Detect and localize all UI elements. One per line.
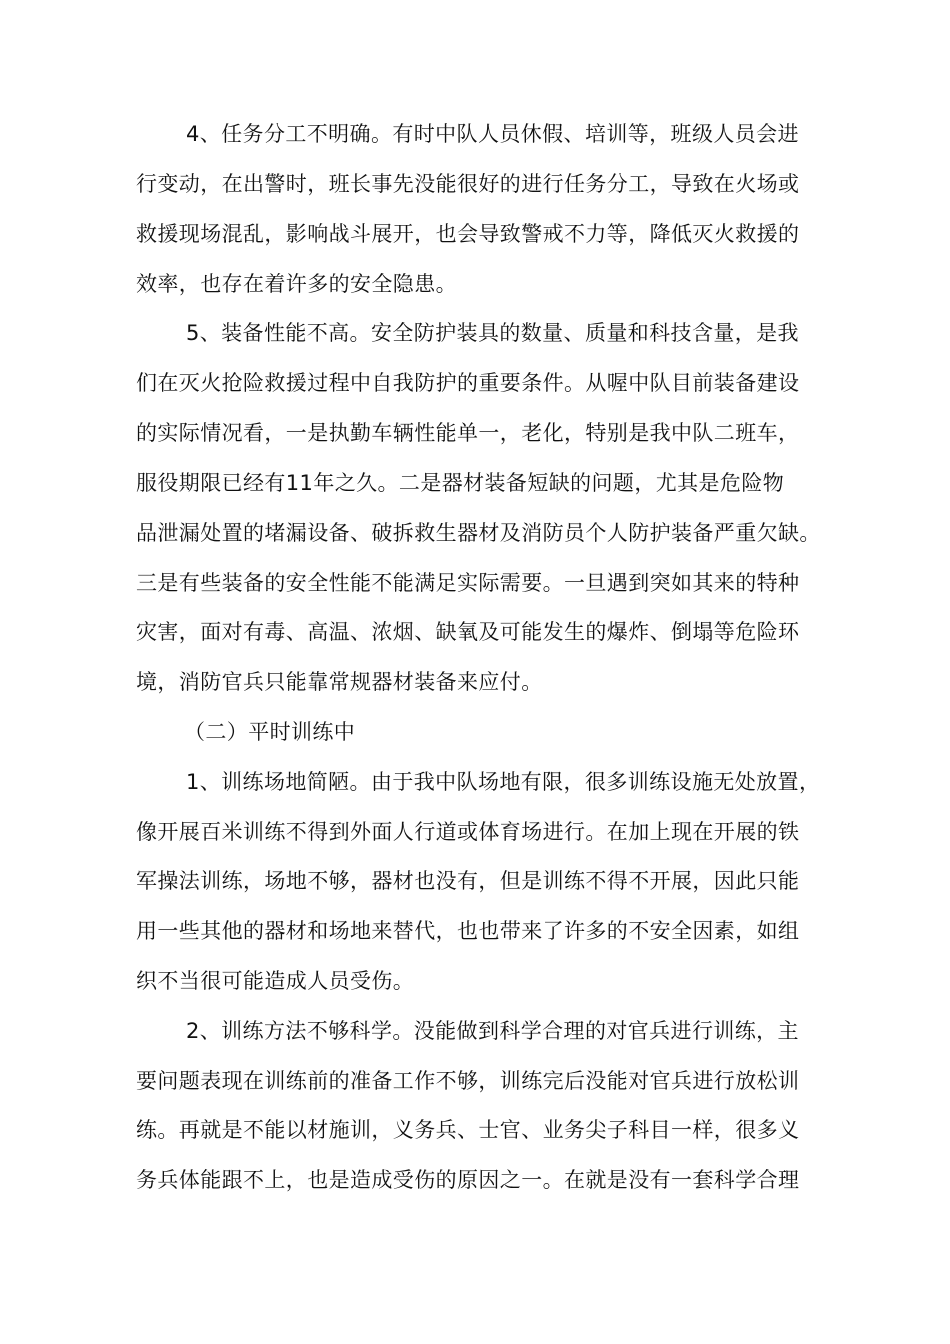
- paragraph-4-line-2: 要问题表现在训练前的准备工作不够，训练完后没能对官兵进行放松训: [136, 1069, 800, 1093]
- paragraph-2-line-2: 们在灭火抢险救援过程中自我防护的重要条件。从喔中队目前装备建设: [136, 371, 800, 395]
- paragraph-1-line-1: 4、任务分工不明确。有时中队人员休假、培训等，班级人员会进: [186, 122, 799, 146]
- paragraph-2-line-5: 品泄漏处置的堵漏设备、破拆救生器材及消防员个人防护装备严重欠缺。: [136, 521, 821, 545]
- paragraph-2-line-6: 三是有些装备的安全性能不能满足实际需要。一旦遇到突如其来的特种: [136, 571, 800, 595]
- paragraph-2-line-4: 服役期限已经有11年之久。二是器材装备短缺的问题，尤其是危险物: [136, 471, 785, 495]
- paragraph-3-line-4: 用一些其他的器材和场地来替代，也也带来了许多的不安全因素，如组: [136, 919, 800, 943]
- paragraph-2-line-8: 境，消防官兵只能靠常规器材装备来应付。: [136, 670, 543, 694]
- paragraph-3-line-5: 织不当很可能造成人员受伤。: [136, 969, 415, 993]
- paragraph-1-line-4: 效率，也存在着许多的安全隐患。: [136, 272, 457, 296]
- paragraph-2-line-1: 5、装备性能不高。安全防护装具的数量、质量和科技含量，是我: [186, 321, 799, 345]
- paragraph-1-line-2: 行变动，在出警时，班长事先没能很好的进行任务分工，导致在火场或: [136, 172, 800, 196]
- paragraph-2-line-3: 的实际情况看，一是执勤车辆性能单一，老化，特别是我中队二班车，: [136, 421, 800, 445]
- paragraph-3-line-1: 1、训练场地简陋。由于我中队场地有限，很多训练设施无处放置，: [186, 770, 821, 794]
- section-heading: （二）平时训练中: [184, 720, 356, 744]
- paragraph-3-line-2: 像开展百米训练不得到外面人行道或体育场进行。在加上现在开展的铁: [136, 820, 800, 844]
- paragraph-1-line-3: 救援现场混乱，影响战斗展开，也会导致警戒不力等，降低灭火救援的: [136, 222, 800, 246]
- paragraph-3-line-3: 军操法训练，场地不够，器材也没有，但是训练不得不开展，因此只能: [136, 869, 800, 893]
- paragraph-4-line-3: 练。再就是不能以材施训，义务兵、士官、业务尖子科目一样，很多义: [136, 1118, 800, 1142]
- paragraph-4-line-1: 2、训练方法不够科学。没能做到科学合理的对官兵进行训练，主: [186, 1019, 799, 1043]
- paragraph-4-line-4: 务兵体能跟不上，也是造成受伤的原因之一。在就是没有一套科学合理: [136, 1168, 800, 1192]
- paragraph-2-line-7: 灾害，面对有毒、高温、浓烟、缺氧及可能发生的爆炸、倒塌等危险环: [136, 620, 800, 644]
